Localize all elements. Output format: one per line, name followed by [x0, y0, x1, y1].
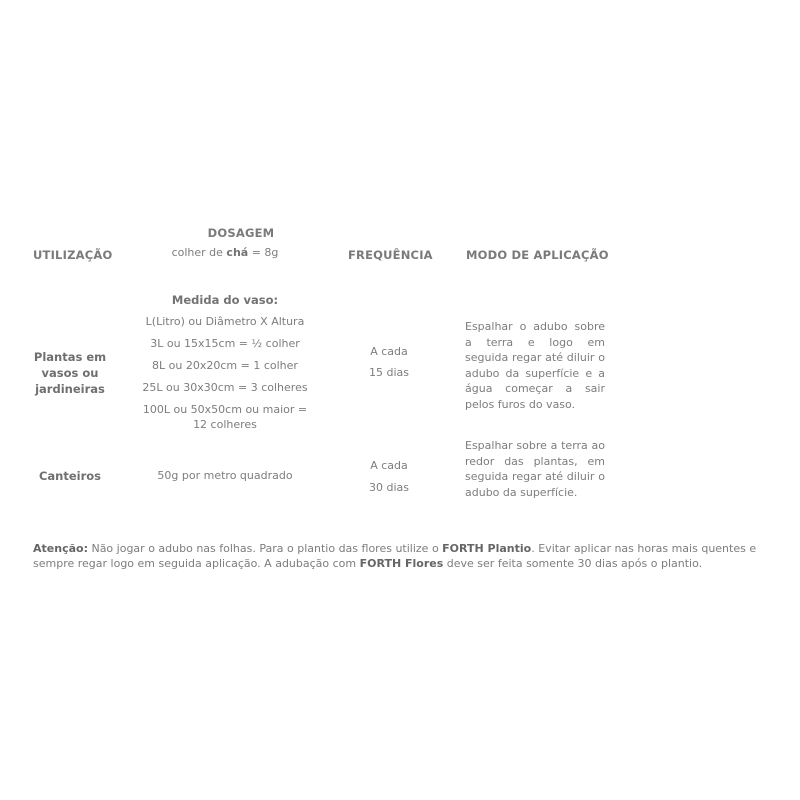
dosage-line: 3L ou 15x15cm = ½ colher	[150, 337, 300, 350]
dosage-measure-title: Medida do vaso:	[171, 293, 279, 307]
dosage-line: 12 colheres	[193, 418, 257, 431]
frequency-line: A cada	[370, 459, 408, 472]
column-header-utilizacao: UTILIZAÇÃO	[33, 248, 113, 262]
dosagem-subtitle	[150, 244, 300, 262]
dosagem-subtitle-suffix: = 8g	[248, 246, 279, 259]
column-header-frequencia: FREQUÊNCIA	[348, 248, 433, 262]
brand-forth-flores: FORTH Flores	[359, 557, 444, 570]
row-label-line: jardineiras	[35, 382, 105, 396]
dosage-line: L(Litro) ou Diâmetro X Altura	[145, 315, 305, 328]
attention-note	[33, 541, 773, 571]
row-label-canteiros: Canteiros	[38, 469, 102, 483]
dosage-line: 8L ou 20x20cm = 1 colher	[152, 359, 298, 372]
frequency-line: A cada	[370, 345, 408, 358]
note-text: deve ser feita somente 30 dias após o plantio.	[443, 557, 703, 570]
frequency-line: 30 dias	[368, 481, 409, 494]
attention-label: Atenção:	[33, 542, 88, 555]
row-label-line: vasos ou	[41, 366, 99, 380]
dosage-line: 100L ou 50x50cm ou maior =	[142, 403, 308, 416]
row-label-line: Plantas em	[33, 350, 107, 364]
brand-forth-plantio: FORTH Plantio	[442, 542, 532, 555]
dosage-text: 50g por metro quadrado	[157, 469, 293, 482]
column-header-modo: MODO DE APLICAÇÃO	[466, 248, 609, 262]
method-text: Espalhar sobre a terra ao redor das plantas, em seguida regar até diluir o adubo da superfície.	[465, 439, 605, 499]
note-text: Não jogar o adubo nas folhas. Para o plantio das flores utilize o	[87, 542, 443, 555]
dosagem-subtitle-prefix: colher de	[171, 246, 227, 259]
dosage-line: 25L ou 30x30cm = 3 colheres	[142, 381, 308, 394]
note-text: . Evitar aplicar nas horas mais quentes e sempre regar logo em seguida aplicação. A adubação com	[33, 542, 757, 570]
method-text: Espalhar o adubo sobre a terra e logo em seguida regar até diluir o adubo da superfície e a água começar a sair pelos furos do vaso.	[465, 320, 605, 411]
column-header-dosagem: DOSAGEM	[207, 226, 275, 240]
frequency-line: 15 dias	[368, 366, 409, 379]
row-label-plantas	[25, 349, 115, 397]
dosagem-subtitle-bold: chá	[226, 246, 249, 259]
